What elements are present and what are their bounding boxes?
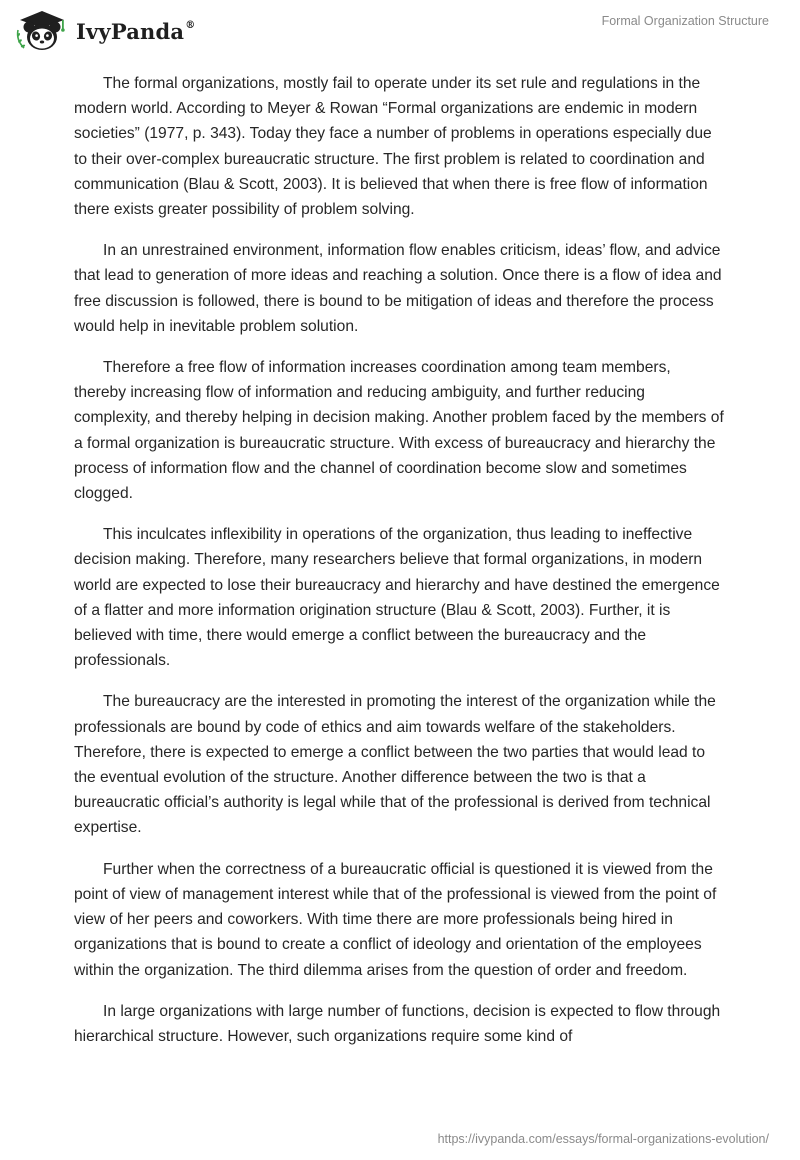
paragraph: Further when the correctness of a bureaucratic official is questioned it is viewed from the point of view of management interest while that of the professional is viewed from the point of view of her peers and coworkers. With time there are more professionals being hired in organizations that is bound to create a conflict of ideology and orientation of the employees within the organization. The third dilemma arises from the question of order and freedom.	[74, 860, 717, 979]
paragraph: In large organizations with large number of functions, decision is expected to flow through hierarchical structure. However, such organizations require some kind of	[74, 1002, 721, 1045]
document-title: Formal Organization Structure	[601, 14, 769, 28]
paragraph: In an unrestrained environment, information flow enables criticism, ideas’ flow, and advice that lead to generation of more ideas and reaching a solution. Once there is a flow of idea and free discussion is followed, there is bound to be mitigation of ideas and therefore the process would help in inevitable problem solution.	[74, 242, 722, 335]
brand-name: IvyPanda®	[76, 18, 196, 44]
paragraph: The formal organizations, mostly fail to operate under its set rule and regulations in the modern world. According to Meyer & Rowan “Formal organizations are endemic in modern societies” (1977, p. 343). Today they face a number of problems in operations especially due to their over-complex bureaucratic structure. The first problem is related to coordination and communication (Blau & Scott, 2003). It is believed that when there is free flow of information there exists greater possibility of problem solving.	[74, 75, 712, 219]
ivypanda-logo[interactable]	[14, 8, 195, 52]
source-url[interactable]: https://ivypanda.com/essays/formal-organizations-evolution/	[437, 1132, 769, 1146]
paragraph: Therefore a free flow of information increases coordination among team members, thereby increasing flow of information and reducing ambiguity, and further reducing complexity, and thereby helping in decision making. Another problem faced by the members of a formal organization is bureaucratic structure. With excess of bureaucracy and hierarchy the process of information flow and the channel of coordination become slow and sometimes clogged.	[74, 359, 724, 503]
paragraph: The bureaucracy are the interested in promoting the interest of the organization while the professionals are bound by code of ethics and aim towards welfare of the stakeholders. Therefore, there is expected to emerge a conflict between the two parties that would lead to the eventual evolution of the structure. Another difference between the two is that a bureaucratic official’s authority is legal while that of the professional is derived from technical expertise.	[74, 693, 716, 837]
essay-body	[74, 71, 726, 1065]
paragraph: This inculcates inflexibility in operations of the organization, thus leading to ineffective decision making. Therefore, many researchers believe that formal organizations, in modern world are expected to lose their bureaucracy and hierarchy and have destined the emergence of a flatter and more information origination structure (Blau & Scott, 2003). Further, it is believed with time, there would emerge a conflict between the bureaucracy and the professionals.	[74, 526, 720, 670]
page-header	[0, 0, 800, 60]
panda-graduate-icon	[14, 8, 70, 52]
